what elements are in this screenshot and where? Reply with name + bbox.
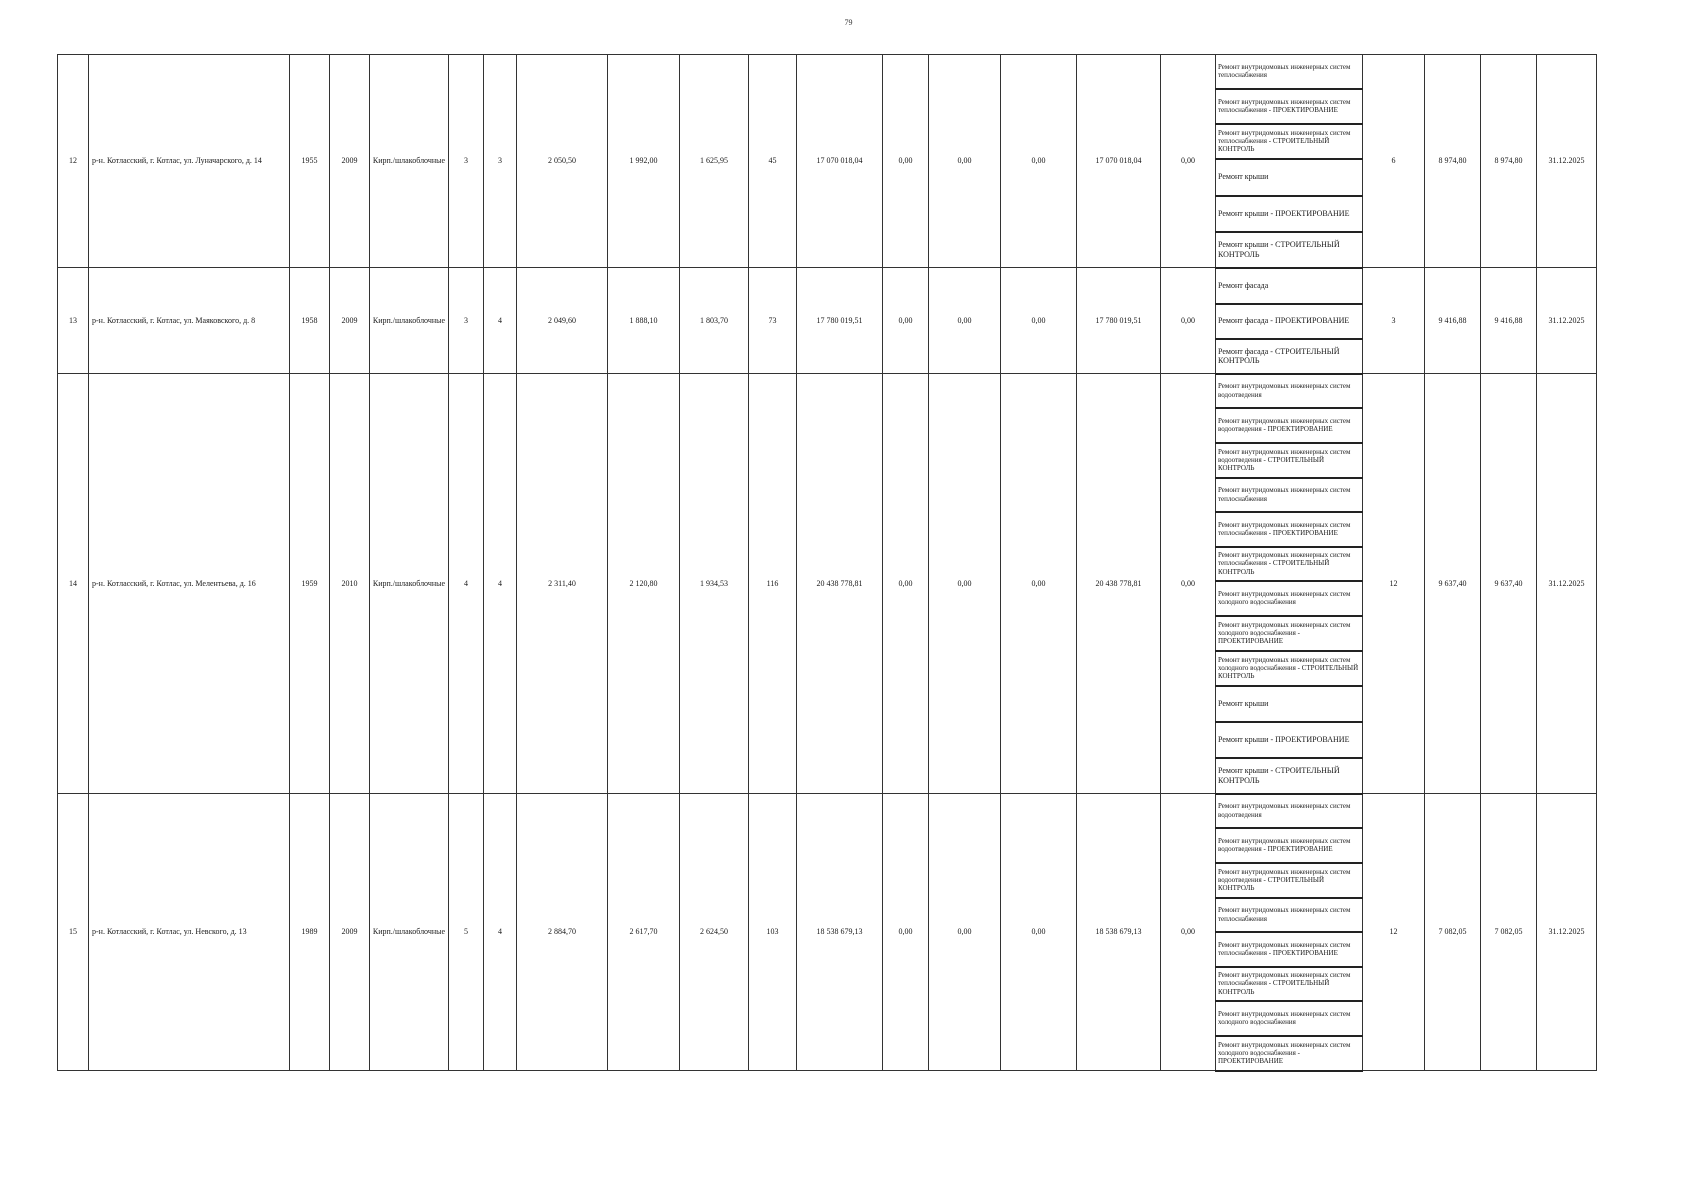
deadline-cell: 31.12.2025 xyxy=(1537,374,1597,794)
year-built-cell: 1955 xyxy=(290,55,330,268)
cost-region-cell: 0,00 xyxy=(929,268,1001,374)
area-residential-cell: 1 803,70 xyxy=(680,268,749,374)
area-living-cell: 2 120,80 xyxy=(608,374,680,794)
cost-local-cell: 0,00 xyxy=(1001,794,1077,1071)
area-total-cell: 2 050,50 xyxy=(517,55,608,268)
unit-cost-max-cell: 9 416,88 xyxy=(1481,268,1537,374)
repair-work-cell: Ремонт внутридомовых инженерных систем теплоснабжения - ПРОЕКТИРОВАНИЕ xyxy=(1216,932,1363,967)
row-number: 12 xyxy=(58,55,89,268)
area-total-cell: 2 884,70 xyxy=(517,794,608,1071)
cost-other-cell: 0,00 xyxy=(1161,55,1216,268)
row-number: 14 xyxy=(58,374,89,794)
year-built-cell: 1958 xyxy=(290,268,330,374)
repair-work-cell: Ремонт внутридомовых инженерных систем водоотведения - СТРОИТЕЛЬНЫЙ КОНТРОЛЬ xyxy=(1216,443,1363,478)
unit-cost-max-cell: 7 082,05 xyxy=(1481,794,1537,1071)
wall-material-cell: Кирп./шлакоблочные xyxy=(370,374,449,794)
repair-work-cell: Ремонт внутридомовых инженерных систем теплоснабжения - ПРОЕКТИРОВАНИЕ xyxy=(1216,89,1363,124)
cost-owners-cell: 17 070 018,04 xyxy=(1077,55,1161,268)
cost-region-cell: 0,00 xyxy=(929,374,1001,794)
cost-local-cell: 0,00 xyxy=(1001,55,1077,268)
cost-fund-cell: 0,00 xyxy=(883,794,929,1071)
work-count-cell: 12 xyxy=(1363,374,1425,794)
work-count-cell: 3 xyxy=(1363,268,1425,374)
cost-other-cell: 0,00 xyxy=(1161,794,1216,1071)
table-body xyxy=(58,55,1597,1071)
year-repair-cell: 2009 xyxy=(330,794,370,1071)
cost-total-cell: 20 438 778,81 xyxy=(797,374,883,794)
area-residential-cell: 1 934,53 xyxy=(680,374,749,794)
cost-region-cell: 0,00 xyxy=(929,55,1001,268)
cost-total-cell: 17 070 018,04 xyxy=(797,55,883,268)
repair-work-cell: Ремонт внутридомовых инженерных систем водоотведения - СТРОИТЕЛЬНЫЙ КОНТРОЛЬ xyxy=(1216,863,1363,898)
work-count-cell: 12 xyxy=(1363,794,1425,1071)
area-living-cell: 1 992,00 xyxy=(608,55,680,268)
repair-work-cell: Ремонт внутридомовых инженерных систем холодного водоснабжения - ПРОЕКТИРОВАНИЕ xyxy=(1216,616,1363,651)
work-count-cell: 6 xyxy=(1363,55,1425,268)
deadline-cell: 31.12.2025 xyxy=(1537,55,1597,268)
area-living-cell: 2 617,70 xyxy=(608,794,680,1071)
unit-cost-max-cell: 9 637,40 xyxy=(1481,374,1537,794)
entrances-cell: 4 xyxy=(484,268,517,374)
area-residential-cell: 1 625,95 xyxy=(680,55,749,268)
year-repair-cell: 2009 xyxy=(330,268,370,374)
residents-cell: 45 xyxy=(749,55,797,268)
wall-material-cell: Кирп./шлакоблочные xyxy=(370,794,449,1071)
table-row xyxy=(58,794,1597,828)
entrances-cell: 3 xyxy=(484,55,517,268)
area-residential-cell: 2 624,50 xyxy=(680,794,749,1071)
repair-work-cell: Ремонт крыши - ПРОЕКТИРОВАНИЕ xyxy=(1216,722,1363,758)
year-repair-cell: 2010 xyxy=(330,374,370,794)
address-cell: р-н. Котласский, г. Котлас, ул. Луначарского, д. 14 xyxy=(89,55,290,268)
area-total-cell: 2 049,60 xyxy=(517,268,608,374)
wall-material-cell: Кирп./шлакоблочные xyxy=(370,268,449,374)
cost-other-cell: 0,00 xyxy=(1161,374,1216,794)
repair-work-cell: Ремонт крыши xyxy=(1216,159,1363,196)
unit-cost-cell: 7 082,05 xyxy=(1425,794,1481,1071)
cost-other-cell: 0,00 xyxy=(1161,268,1216,374)
repair-work-cell: Ремонт внутридомовых инженерных систем теплоснабжения xyxy=(1216,898,1363,932)
repair-work-cell: Ремонт крыши - СТРОИТЕЛЬНЫЙ КОНТРОЛЬ xyxy=(1216,758,1363,794)
area-living-cell: 1 888,10 xyxy=(608,268,680,374)
table-row xyxy=(58,55,1597,89)
area-total-cell: 2 311,40 xyxy=(517,374,608,794)
table-row xyxy=(58,374,1597,408)
cost-fund-cell: 0,00 xyxy=(883,55,929,268)
deadline-cell: 31.12.2025 xyxy=(1537,794,1597,1071)
year-repair-cell: 2009 xyxy=(330,55,370,268)
repair-work-cell: Ремонт внутридомовых инженерных систем водоотведения - ПРОЕКТИРОВАНИЕ xyxy=(1216,408,1363,443)
row-number: 15 xyxy=(58,794,89,1071)
deadline-cell: 31.12.2025 xyxy=(1537,268,1597,374)
cost-fund-cell: 0,00 xyxy=(883,374,929,794)
repair-work-cell: Ремонт внутридомовых инженерных систем теплоснабжения - ПРОЕКТИРОВАНИЕ xyxy=(1216,512,1363,547)
repair-work-cell: Ремонт внутридомовых инженерных систем водоотведения xyxy=(1216,794,1363,828)
repair-work-cell: Ремонт фасада - ПРОЕКТИРОВАНИЕ xyxy=(1216,304,1363,339)
repair-work-cell: Ремонт внутридомовых инженерных систем теплоснабжения - СТРОИТЕЛЬНЫЙ КОНТРОЛЬ xyxy=(1216,124,1363,159)
address-cell: р-н. Котласский, г. Котлас, ул. Мелентьева, д. 16 xyxy=(89,374,290,794)
residents-cell: 73 xyxy=(749,268,797,374)
repair-work-cell: Ремонт внутридомовых инженерных систем холодного водоснабжения xyxy=(1216,1001,1363,1036)
repair-work-cell: Ремонт внутридомовых инженерных систем теплоснабжения xyxy=(1216,55,1363,89)
repair-work-cell: Ремонт крыши xyxy=(1216,686,1363,722)
address-cell: р-н. Котласский, г. Котлас, ул. Невского, д. 13 xyxy=(89,794,290,1071)
page-number: 79 xyxy=(844,18,853,27)
unit-cost-cell: 8 974,80 xyxy=(1425,55,1481,268)
cost-owners-cell: 20 438 778,81 xyxy=(1077,374,1161,794)
cost-total-cell: 17 780 019,51 xyxy=(797,268,883,374)
cost-fund-cell: 0,00 xyxy=(883,268,929,374)
repair-work-cell: Ремонт внутридомовых инженерных систем холодного водоснабжения - СТРОИТЕЛЬНЫЙ КОНТРОЛЬ xyxy=(1216,651,1363,686)
repair-work-cell: Ремонт фасада xyxy=(1216,268,1363,304)
repair-work-cell: Ремонт внутридомовых инженерных систем теплоснабжения - СТРОИТЕЛЬНЫЙ КОНТРОЛЬ xyxy=(1216,547,1363,581)
floors-cell: 3 xyxy=(449,55,484,268)
residents-cell: 116 xyxy=(749,374,797,794)
entrances-cell: 4 xyxy=(484,374,517,794)
repair-work-cell: Ремонт внутридомовых инженерных систем водоотведения xyxy=(1216,374,1363,408)
cost-owners-cell: 17 780 019,51 xyxy=(1077,268,1161,374)
repair-work-cell: Ремонт фасада - СТРОИТЕЛЬНЫЙ КОНТРОЛЬ xyxy=(1216,339,1363,374)
unit-cost-cell: 9 637,40 xyxy=(1425,374,1481,794)
cost-total-cell: 18 538 679,13 xyxy=(797,794,883,1071)
capital-repair-table xyxy=(57,54,1597,1072)
table-row xyxy=(58,268,1597,304)
address-cell: р-н. Котласский, г. Котлас, ул. Маяковского, д. 8 xyxy=(89,268,290,374)
repair-work-cell: Ремонт внутридомовых инженерных систем теплоснабжения - СТРОИТЕЛЬНЫЙ КОНТРОЛЬ xyxy=(1216,967,1363,1001)
floors-cell: 3 xyxy=(449,268,484,374)
unit-cost-max-cell: 8 974,80 xyxy=(1481,55,1537,268)
repair-work-cell: Ремонт внутридомовых инженерных систем теплоснабжения xyxy=(1216,478,1363,512)
repair-work-cell: Ремонт крыши - ПРОЕКТИРОВАНИЕ xyxy=(1216,196,1363,232)
floors-cell: 5 xyxy=(449,794,484,1071)
row-number: 13 xyxy=(58,268,89,374)
wall-material-cell: Кирп./шлакоблочные xyxy=(370,55,449,268)
repair-work-cell: Ремонт внутридомовых инженерных систем холодного водоснабжения - ПРОЕКТИРОВАНИЕ xyxy=(1216,1036,1363,1071)
unit-cost-cell: 9 416,88 xyxy=(1425,268,1481,374)
floors-cell: 4 xyxy=(449,374,484,794)
cost-region-cell: 0,00 xyxy=(929,794,1001,1071)
cost-local-cell: 0,00 xyxy=(1001,374,1077,794)
entrances-cell: 4 xyxy=(484,794,517,1071)
residents-cell: 103 xyxy=(749,794,797,1071)
year-built-cell: 1959 xyxy=(290,374,330,794)
cost-owners-cell: 18 538 679,13 xyxy=(1077,794,1161,1071)
year-built-cell: 1989 xyxy=(290,794,330,1071)
repair-work-cell: Ремонт внутридомовых инженерных систем водоотведения - ПРОЕКТИРОВАНИЕ xyxy=(1216,828,1363,863)
repair-work-cell: Ремонт внутридомовых инженерных систем холодного водоснабжения xyxy=(1216,581,1363,616)
cost-local-cell: 0,00 xyxy=(1001,268,1077,374)
repair-work-cell: Ремонт крыши - СТРОИТЕЛЬНЫЙ КОНТРОЛЬ xyxy=(1216,232,1363,268)
